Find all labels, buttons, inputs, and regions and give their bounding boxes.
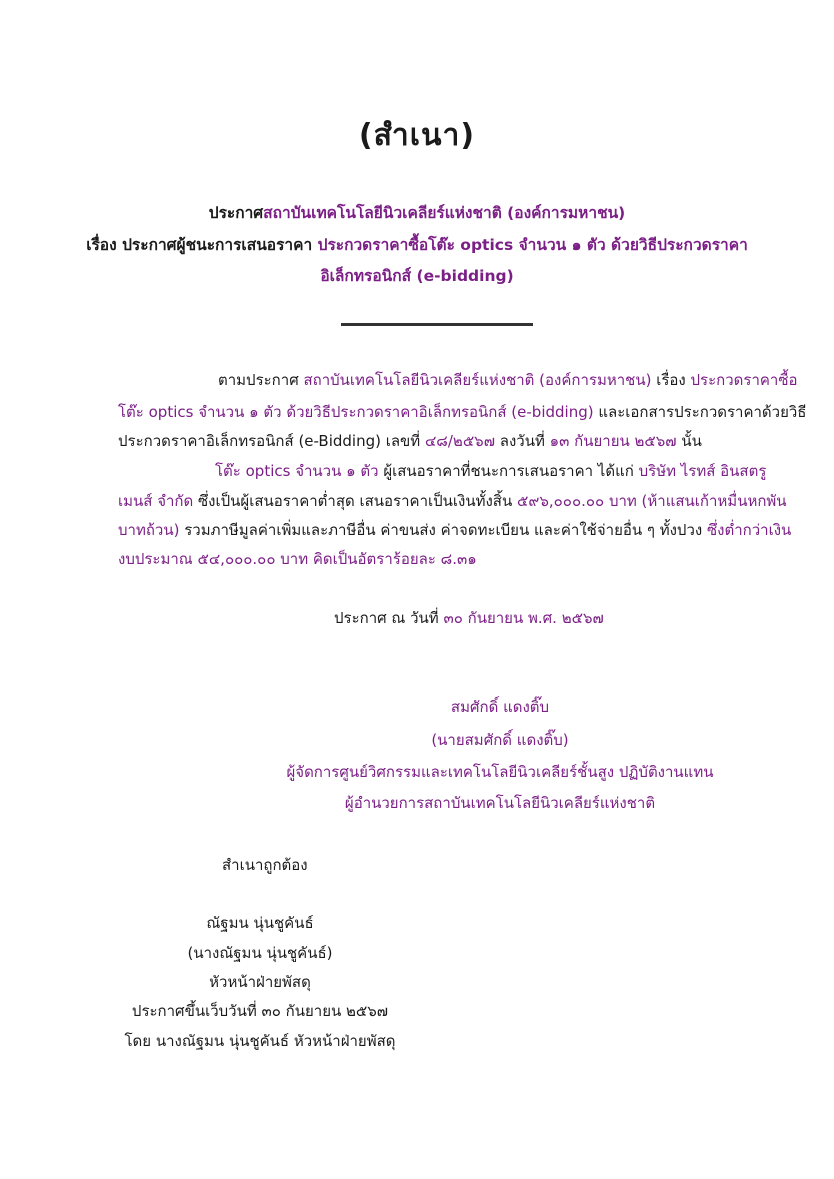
- signer-position-1: ผู้จัดการศูนย์วิศกรรมและเทคโนโลยีนิวเคลียร์ชั้นสูง ปฏิบัติงานแทน: [286, 763, 714, 781]
- divider: [341, 323, 533, 326]
- text: ลงวันที่: [494, 432, 550, 450]
- signer-full-name: (นายสมศักดิ์ แดงติ๊บ): [431, 731, 569, 749]
- text: นั้น: [676, 432, 702, 450]
- price: ๕๙๖,๐๐๐.๐๐ บาท (ห้าแสนเก้าหมื่นหกพัน: [517, 492, 787, 510]
- institute-name: สถาบันเทคโนโลยีนิวเคลียร์แห่งชาติ (องค์การมหาชน): [263, 204, 626, 222]
- doc-number: ๔๘/๒๕๖๗: [424, 432, 495, 450]
- date: ๓๐ กันยายน พ.ศ. ๒๕๖๗: [443, 609, 604, 627]
- posted-date: ประกาศขึ้นเว็บวันที่ ๓๐ กันยายน ๒๕๖๗: [131, 1002, 389, 1020]
- header-line-1: [0, 200, 834, 225]
- price: บาทถ้วน): [118, 521, 180, 539]
- subject-ref: ประกวดราคาซื้อ: [690, 371, 798, 389]
- institute-ref: สถาบันเทคโนโลยีนิวเคลียร์แห่งชาติ (องค์การมหาชน): [303, 371, 652, 389]
- para2-line4: งบประมาณ ๕๔,๐๐๐.๐๐ บาท คิดเป็นอัตราร้อยละ ๘.๓๑: [118, 550, 477, 568]
- text: และเอกสารประกวดราคาด้วยวิธี: [593, 403, 807, 421]
- signer-position-2: ผู้อำนวยการสถาบันเทคโนโลยีนิวเคลียร์แห่งชาติ: [344, 794, 656, 812]
- header-line-2: [0, 232, 834, 257]
- subject-text: ประกวดราคาซื้อโต๊ะ optics จำนวน ๑ ตัว ด้วยวิธีประกวดราคา: [317, 236, 748, 254]
- header-prefix: ประกาศ: [208, 204, 264, 222]
- text: ประกวดราคาอิเล็กทรอนิกส์ (e-Bidding) เลขที่: [118, 432, 425, 450]
- para2-line3: [118, 518, 791, 542]
- winner-name: บริษัท ไรทส์ อินสตรู: [638, 462, 767, 480]
- certified-label: สำเนาถูกต้อง: [222, 856, 308, 874]
- subject-ref: โต๊ะ optics จำนวน ๑ ตัว ด้วยวิธีประกวดราคาอิเล็กทรอนิกส์ (e-bidding): [118, 403, 594, 421]
- text: รวมภาษีมูลค่าเพิ่มและภาษีอื่น ค่าขนส่ง ค่าจดทะเบียน และค่าใช้จ่ายอื่น ๆ ทั้งปวง: [179, 521, 707, 539]
- para2-line2: [118, 489, 787, 513]
- budget-note: ซึ่งต่ำกว่าเงิน: [706, 521, 792, 539]
- text: ผู้เสนอราคาที่ชนะการเสนอราคา ได้แก่: [378, 462, 639, 480]
- doc-date: ๑๓ กันยายน ๒๕๖๗: [549, 432, 677, 450]
- text: ประกาศ ณ วันที่: [334, 609, 444, 627]
- announce-date: [334, 606, 604, 630]
- certifier-full-name: (นางณัฐมน นุ่นชูคันธ์): [187, 944, 333, 962]
- item-ref: โต๊ะ optics จำนวน ๑ ตัว: [215, 462, 379, 480]
- text: ซึ่งเป็นผู้เสนอราคาต่ำสุด เสนอราคาเป็นเงินทั้งสิ้น: [193, 492, 517, 510]
- text: เรื่อง: [651, 371, 691, 389]
- para1-line3: [118, 429, 702, 453]
- para2-line1: [215, 459, 766, 483]
- subject-prefix: เรื่อง ประกาศผู้ชนะการเสนอราคา: [86, 236, 318, 254]
- header-line-3: อิเล็กทรอนิกส์ (e-bidding): [320, 267, 514, 285]
- certifier-name: ณัฐมน นุ่นชูคันธ์: [206, 914, 314, 932]
- winner-name: เมนส์ จำกัด: [118, 492, 194, 510]
- document-title: (สำเนา): [358, 118, 476, 153]
- para1-line2: [118, 400, 806, 424]
- text: ตามประกาศ: [218, 371, 304, 389]
- para1-line1: [218, 368, 798, 392]
- certifier-position: หัวหน้าฝ่ายพัสดุ: [209, 973, 311, 991]
- signer-name: สมศักดิ์ แดงติ๊บ: [450, 698, 550, 716]
- posted-by: โดย นางณัฐมน นุ่นชูคันธ์ หัวหน้าฝ่ายพัสดุ: [124, 1032, 396, 1050]
